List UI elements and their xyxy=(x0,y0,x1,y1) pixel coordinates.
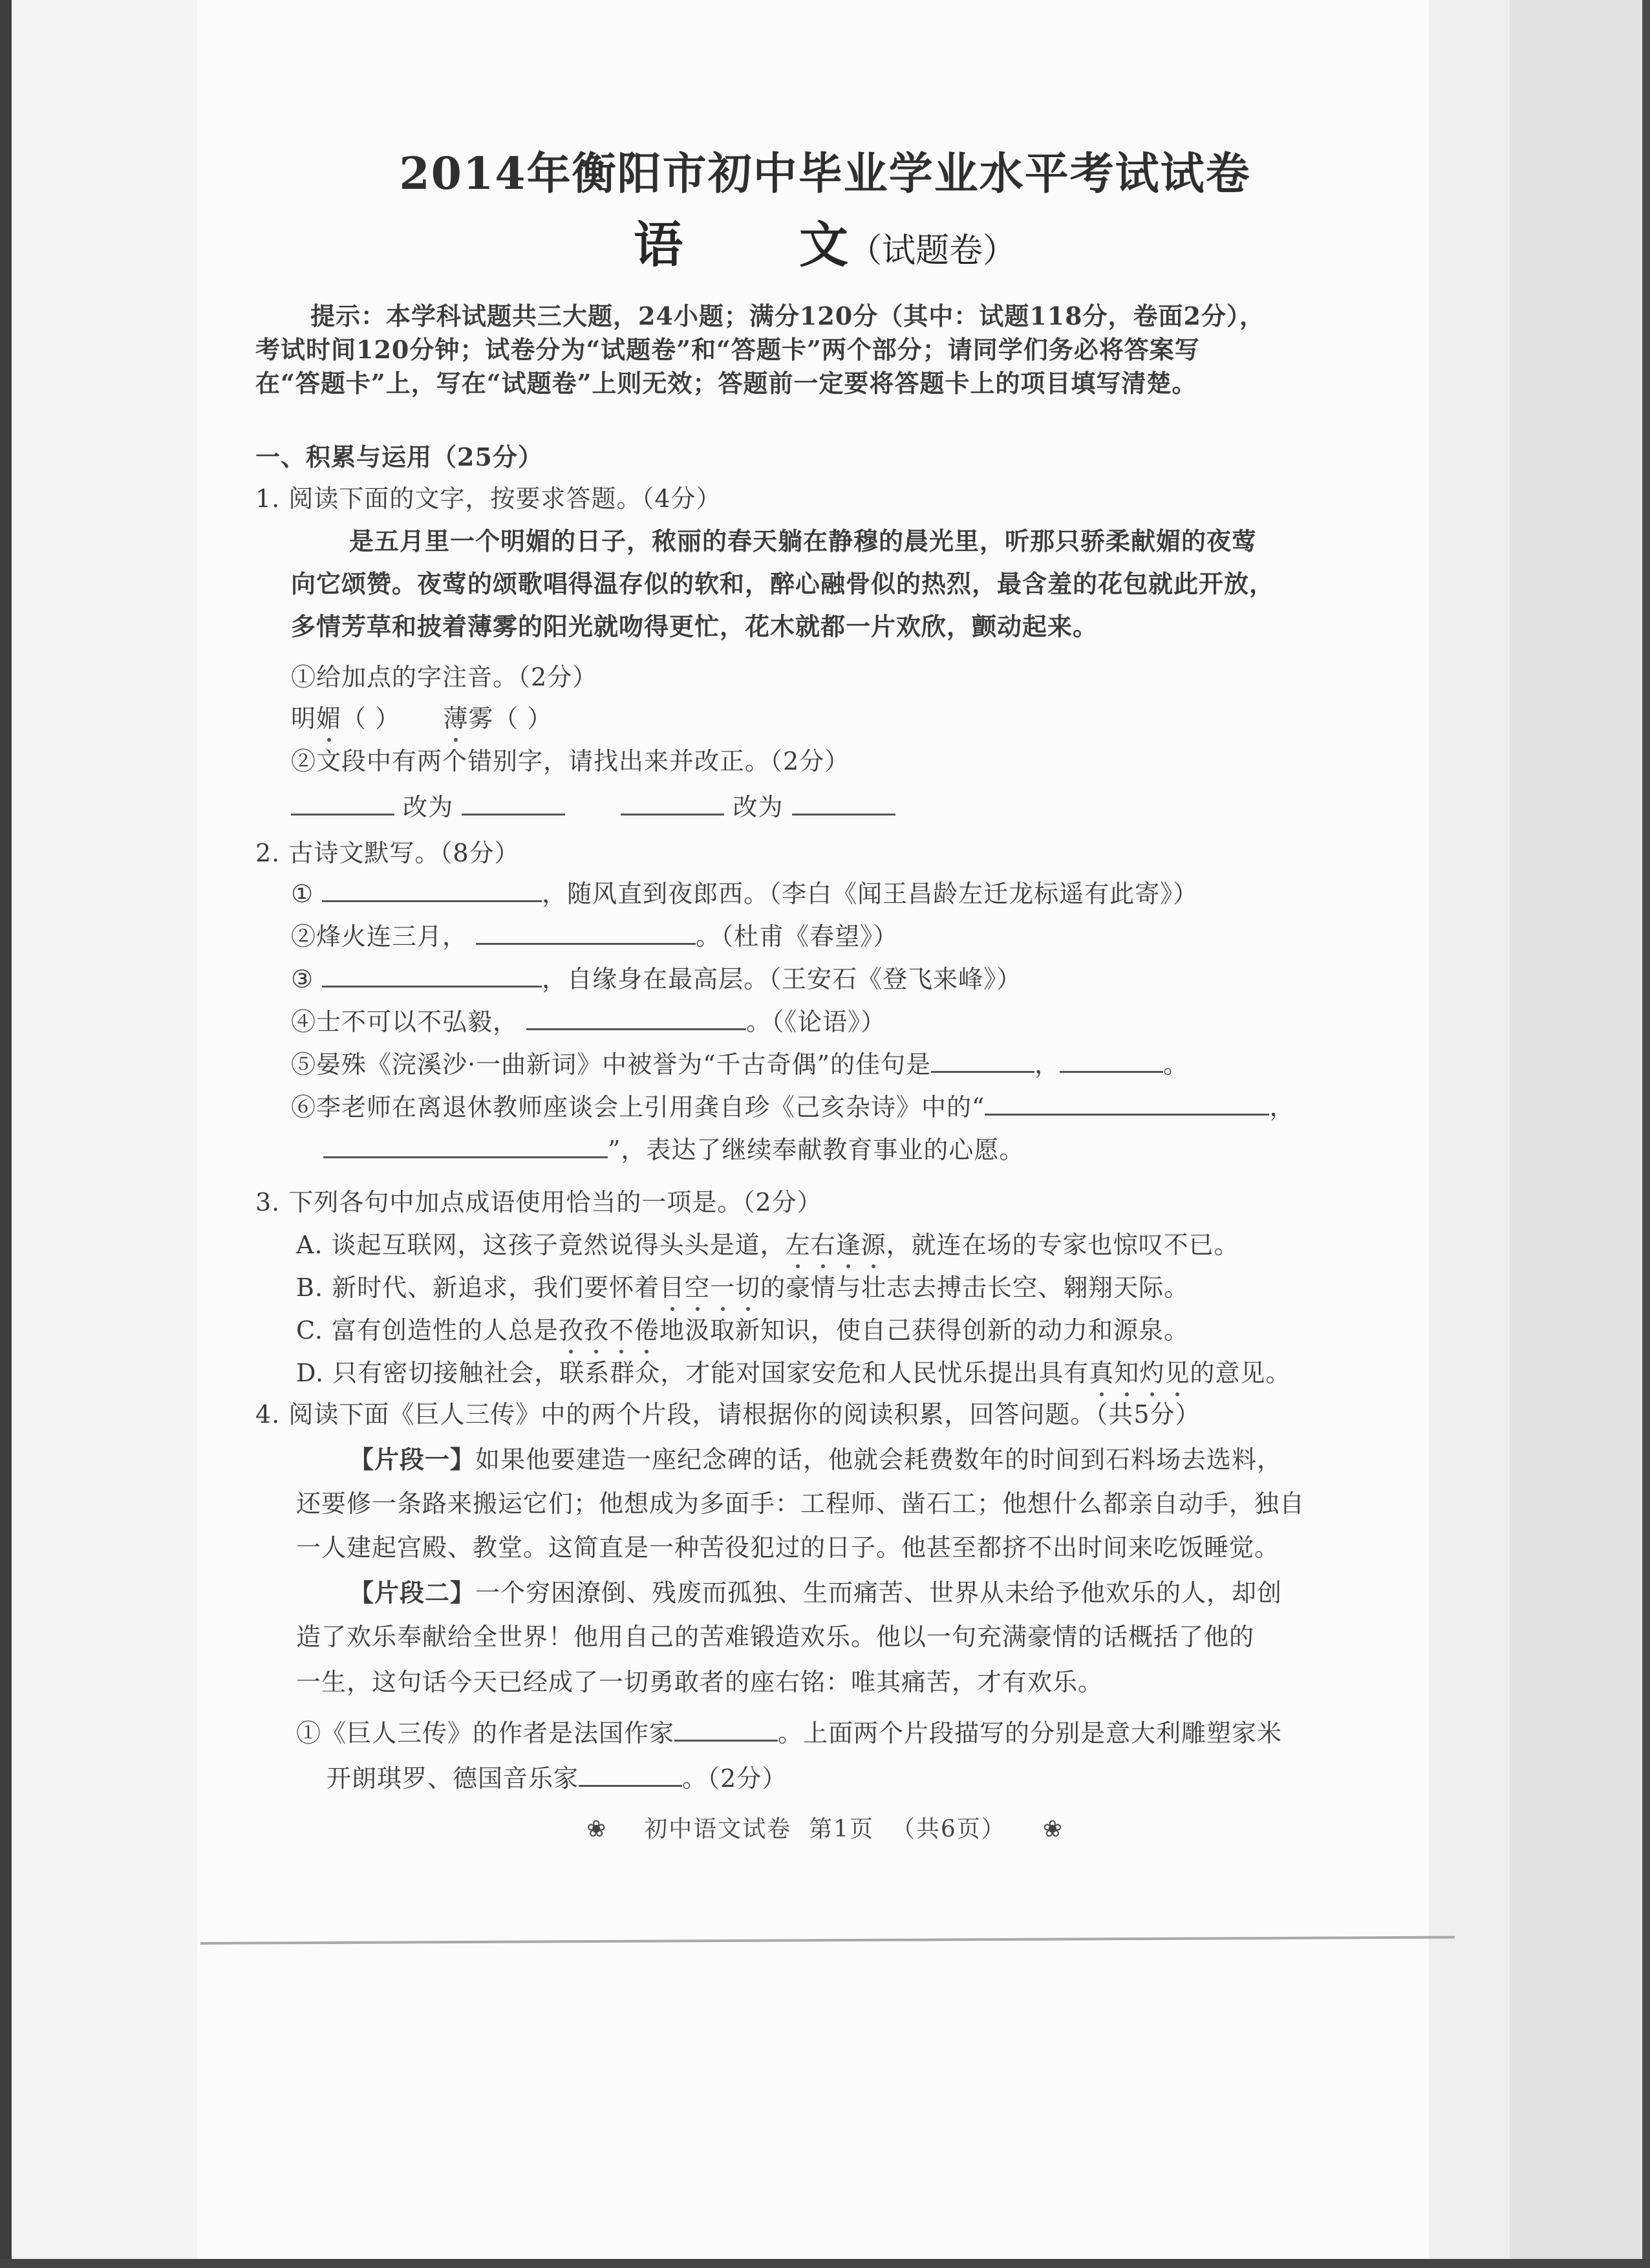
q1-sub2: ②文段中有两个错别字，请找出来并改正。（2分） xyxy=(291,747,850,775)
dotted-char: 薄 xyxy=(443,704,469,733)
recite-blank[interactable] xyxy=(322,966,542,988)
option-text: C. 富有创造性的人总是 xyxy=(296,1316,559,1345)
subtitle-paren: （试题卷） xyxy=(848,232,1016,270)
scan-bottom-edge xyxy=(0,2259,1650,2268)
dotted-char: 真 xyxy=(1089,1359,1115,1387)
fragment-label: 【片段一】 xyxy=(349,1445,476,1474)
question-text: 开朗琪罗、德国音乐家 xyxy=(327,1764,579,1793)
change-to-label: 改为 xyxy=(403,793,454,821)
subject-char-1: 语 xyxy=(633,216,683,274)
item-number: ③ xyxy=(291,965,314,993)
q2-item-4 xyxy=(291,1009,886,1034)
option-text: 的豪情与壮志去搏击长空、翱翔天际。 xyxy=(760,1273,1190,1302)
recite-blank[interactable] xyxy=(526,1009,746,1030)
q2-item-3 xyxy=(291,966,1022,991)
scan-margin xyxy=(12,0,199,2259)
q2-item-6-cont xyxy=(323,1137,1024,1162)
musician-blank[interactable] xyxy=(579,1766,682,1787)
wrong-char-blank-2[interactable] xyxy=(621,794,724,815)
item-number: ⑥ xyxy=(291,1093,317,1121)
correct-char-blank-1[interactable] xyxy=(462,794,565,815)
q1-passage-line: 是五月里一个明媚的日子，秾丽的春天躺在静穆的晨光里，听那只骄柔献媚的夜莺 xyxy=(349,526,1258,556)
option-text: B. 新时代、新追求，我们要怀着 xyxy=(296,1273,660,1302)
dotted-char: 空 xyxy=(685,1273,711,1302)
flower-ornament-icon: ❀ xyxy=(586,1816,608,1842)
q3-option-b[interactable] xyxy=(296,1275,1189,1300)
item-text: 烽火连三月， xyxy=(316,922,468,951)
recite-blank[interactable] xyxy=(1060,1052,1163,1073)
item-text: ， xyxy=(1269,1093,1295,1121)
recite-blank[interactable] xyxy=(476,923,696,945)
question-text: ①《巨人三传》的作者是法国作家 xyxy=(296,1719,675,1747)
page-footer xyxy=(0,1811,1650,1844)
notice-line-3: 在“答题卡”上，写在“试题卷”上则无效；答题前一定要将答题卡上的项目填写清楚。 xyxy=(255,369,1197,398)
q4-sub1-line-1 xyxy=(296,1720,1282,1745)
q1-correction-row xyxy=(291,794,895,819)
fragment-text: 如果他要建造一座纪念碑的话，他就会耗费数年的时间到石料场去选料， xyxy=(475,1445,1283,1474)
item-number: ② xyxy=(291,922,317,951)
item-text: ，随风直到夜郎西。（李白《闻王昌龄左迁龙标遥有此寄》） xyxy=(542,880,1199,908)
option-text: D. 只有密切接触社会，联系群众，才能对国家安危和人民忧乐提出具有 xyxy=(296,1359,1089,1387)
item-text: ， xyxy=(1034,1050,1060,1079)
subject-title xyxy=(0,206,1650,276)
recite-blank[interactable] xyxy=(323,1137,608,1158)
dotted-char: 见 xyxy=(1164,1359,1190,1387)
item-text: 。（《论语》） xyxy=(746,1008,886,1036)
notice-line-1: 提示：本学科试题共三大题，24小题；满分120分（其中：试题118分，卷面2分）， xyxy=(310,301,1265,330)
q4-fragment-2-line xyxy=(349,1578,1283,1607)
q1-sub1: ①给加点的字注音。（2分） xyxy=(291,663,598,691)
option-text: 的意见。 xyxy=(1190,1359,1291,1387)
recite-blank[interactable] xyxy=(985,1094,1269,1116)
item-number: ④ xyxy=(291,1008,317,1036)
scan-band xyxy=(1510,0,1642,2259)
scan-right-edge xyxy=(1642,0,1650,2268)
change-to-label: 改为 xyxy=(733,793,784,821)
scan-left-edge xyxy=(0,0,12,2268)
dotted-char: 目 xyxy=(659,1273,685,1302)
q4-fragment-2-line: 一生，这句话今天已经成了一切勇敢者的座右铭：唯其痛苦，才有欢乐。 xyxy=(296,1668,1104,1696)
pinyin-answer-2[interactable]: （ ） xyxy=(493,704,553,733)
dotted-char: 逢 xyxy=(835,1231,861,1259)
dotted-char: 左 xyxy=(785,1231,811,1259)
dotted-char: 右 xyxy=(810,1231,836,1259)
section-heading: 一、积累与运用（25分） xyxy=(255,442,543,471)
notice-line-2: 考试时间120分钟；试卷分为“试题卷”和“答题卡”两个部分；请同学们务必将答案写 xyxy=(255,335,1200,364)
q2-item-6 xyxy=(291,1094,1294,1119)
q2-stem: 2. 古诗文默写。（8分） xyxy=(255,839,520,867)
q3-option-a[interactable] xyxy=(296,1233,1239,1257)
correct-char-blank-2[interactable] xyxy=(792,794,895,815)
dotted-char: 不 xyxy=(608,1316,634,1345)
item-text: 。 xyxy=(1162,1050,1188,1079)
dotted-char: 源 xyxy=(861,1231,886,1259)
pinyin-answer-1[interactable]: （ ） xyxy=(341,704,401,733)
dotted-char: 倦 xyxy=(634,1316,659,1345)
fragment-label: 【片段二】 xyxy=(349,1578,476,1607)
recite-blank[interactable] xyxy=(322,881,542,902)
dotted-char: 切 xyxy=(735,1273,761,1302)
q4-fragment-2-line: 造了欢乐奉献给全世界！他用自己的苦难锻造欢乐。他以一句充满豪情的话概括了他的 xyxy=(296,1623,1255,1651)
q1-passage-line: 向它颂赞。夜莺的颂歌唱得温存似的软和，醉心融骨似的热烈，最含羞的花包就此开放， xyxy=(291,569,1275,598)
question-text: 。上面两个片段描写的分别是意大利雕塑家米 xyxy=(778,1719,1283,1747)
page-number-text: 初中语文试卷 第1页 （共6页） xyxy=(644,1816,1006,1842)
q4-stem: 4. 阅读下面《巨人三传》中的两个片段，请根据你的阅读积累，回答问题。（共5分） xyxy=(255,1400,1201,1429)
q2-item-5 xyxy=(291,1052,1188,1077)
q1-passage-line: 多情芳草和披着薄雾的阳光就吻得更忙，花木就都一片欢欣，颤动起来。 xyxy=(291,612,1098,641)
item-text: ”，表达了继续奉献教育事业的心愿。 xyxy=(608,1136,1025,1164)
item-text: ，自缘身在最高层。（王安石《登飞来峰》） xyxy=(542,965,1022,993)
question-text: 。（2分） xyxy=(682,1764,788,1793)
item-text: 。（杜甫《春望》） xyxy=(696,922,899,951)
author-blank[interactable] xyxy=(674,1720,778,1742)
option-text: A. 谈起互联网，这孩子竟然说得头头是道， xyxy=(296,1231,786,1259)
q3-stem: 3. 下列各句中加点成语使用恰当的一项是。（2分） xyxy=(255,1188,822,1216)
item-number: ⑤ xyxy=(291,1050,317,1079)
q1-pinyin-row xyxy=(291,706,552,731)
word-char: 雾 xyxy=(468,704,494,733)
q2-item-2 xyxy=(291,923,898,949)
item-text: 晏殊《浣溪沙·一曲新词》中被誉为“千古奇偶”的佳句是 xyxy=(316,1050,931,1079)
recite-blank[interactable] xyxy=(931,1052,1034,1073)
q4-fragment-1-line: 一人建起宫殿、教堂。这简直是一种苦役犯过的日子。他甚至都挤不出时间来吃饭睡觉。 xyxy=(296,1533,1280,1562)
item-text: 李老师在离退休教师座谈会上引用龚自珍《己亥杂诗》中的“ xyxy=(316,1093,985,1121)
dotted-char: 孜 xyxy=(583,1316,609,1345)
dotted-char: 灼 xyxy=(1139,1359,1165,1387)
subject-char-2: 文 xyxy=(798,216,848,274)
scan-band xyxy=(1429,0,1510,2259)
dotted-char: 孜 xyxy=(558,1316,584,1345)
exam-title: 2014年衡阳市初中毕业学业水平考试试卷 xyxy=(399,148,1251,200)
q2-item-1 xyxy=(291,881,1198,906)
dotted-char: 知 xyxy=(1114,1359,1140,1387)
item-number: ① xyxy=(291,880,314,908)
option-text: 地汲取新知识，使自己获得创新的动力和源泉。 xyxy=(659,1316,1189,1345)
item-text: 士不可以不弘毅， xyxy=(316,1008,519,1036)
q4-fragment-1-line: 还要修一条路来搬运它们；他想成为多面手：工程师、凿石工；他想什么都亲自动手，独自 xyxy=(296,1489,1305,1518)
q3-option-c[interactable] xyxy=(296,1318,1189,1343)
dotted-char: 一 xyxy=(710,1273,736,1302)
q3-option-d[interactable] xyxy=(296,1361,1291,1385)
q4-fragment-1-line xyxy=(349,1447,1282,1472)
q1-stem: 1. 阅读下面的文字，按要求答题。（4分） xyxy=(255,484,722,513)
fragment-text: 一个穷困潦倒、残废而孤独、生而痛苦、世界从未给予他欢乐的人，却创 xyxy=(475,1579,1283,1607)
dotted-char: 媚 xyxy=(316,704,342,733)
option-text: ，就连在场的专家也惊叹不已。 xyxy=(886,1231,1239,1259)
word-char: 明 xyxy=(291,704,317,733)
flower-ornament-icon: ❀ xyxy=(1042,1816,1064,1842)
q4-sub1-line-2 xyxy=(327,1766,787,1791)
wrong-char-blank-1[interactable] xyxy=(291,794,394,815)
